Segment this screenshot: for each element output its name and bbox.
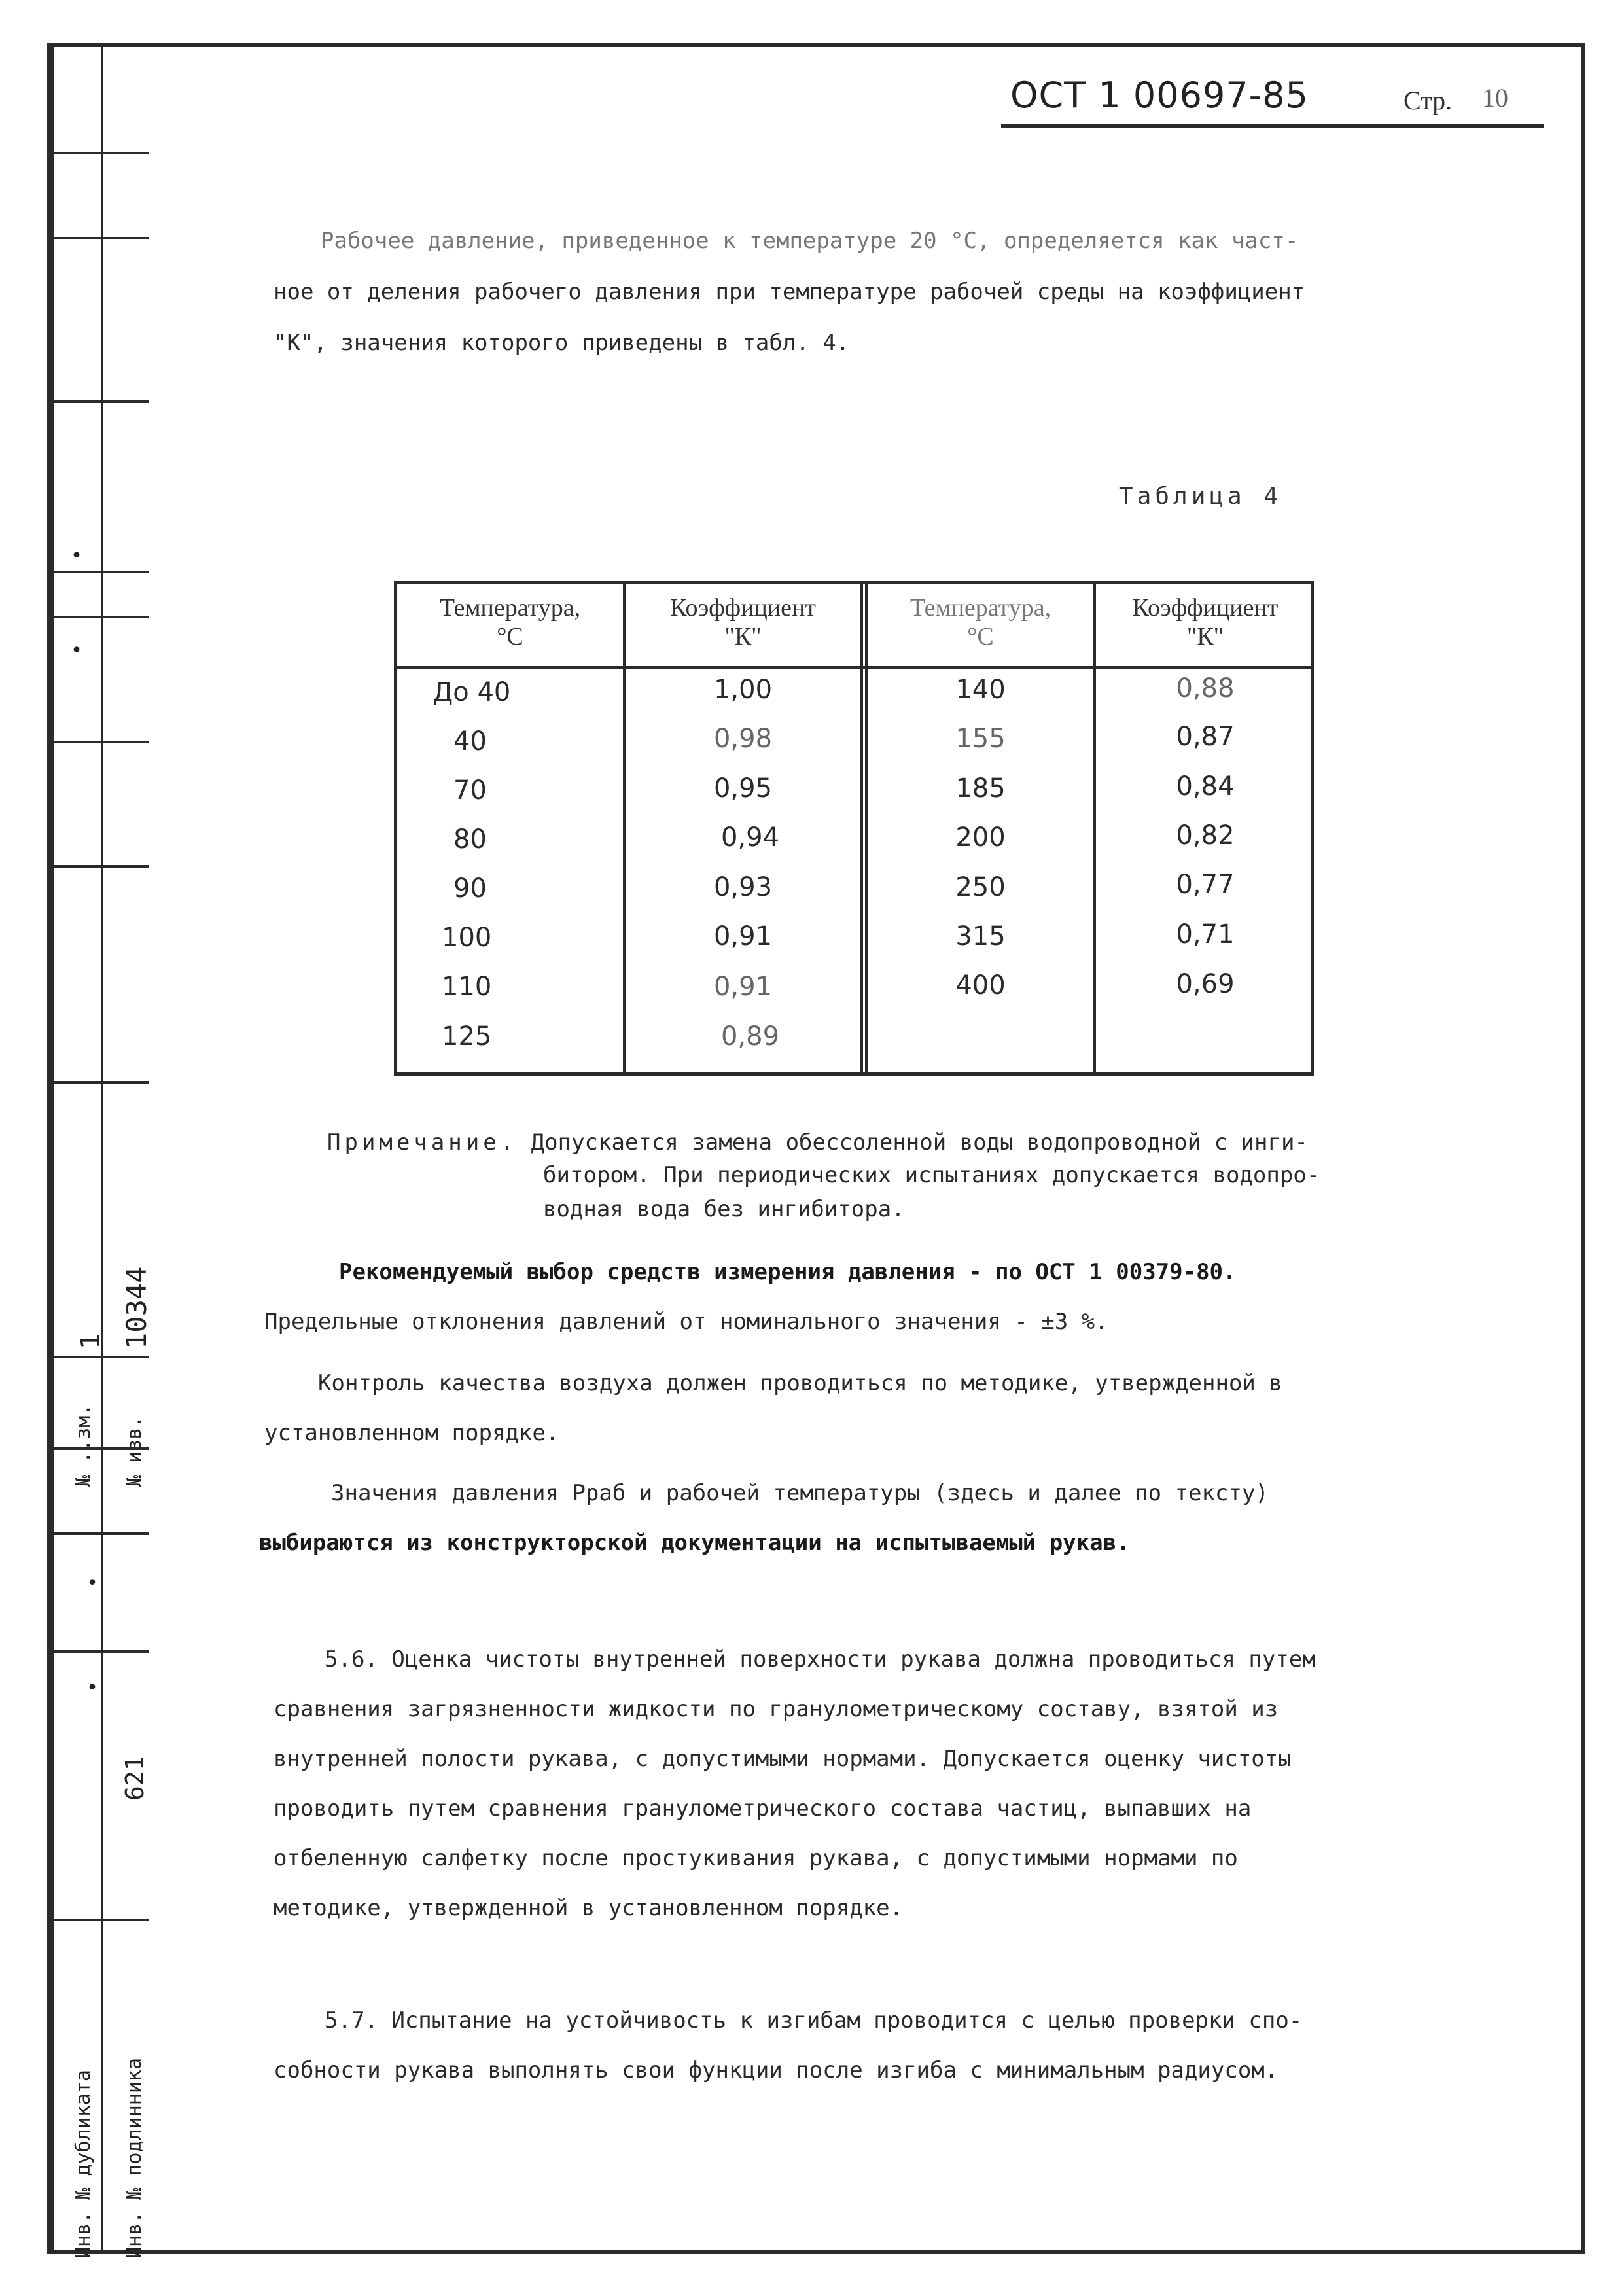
table-cell-temp: 100	[442, 923, 492, 953]
air-quality-line: установленном порядке.	[264, 1420, 559, 1446]
margin-duplicate-label: Инв. № дубликата	[72, 2070, 95, 2259]
left-margin-stamp: • • • • № ..зм. 1 № изв. 10344 621 Инв. № дубликата Инв. № подлинника	[51, 47, 149, 2250]
intro-line: Рабочее давление, приведенное к температуре 20 °С, определяется как част-	[321, 228, 1299, 254]
note-label: Примечание.	[327, 1129, 518, 1156]
table-cell-temp: 80	[453, 824, 487, 855]
section-5-6-line: отбеленную салфетку после простукивания рукава, с допустимыми нормами по	[274, 1845, 1238, 1871]
table-cell-k: 0,91	[713, 972, 773, 1002]
note-line: Допускается замена обессоленной воды водопроводной с инги-	[531, 1129, 1308, 1156]
section-5-7-line: собности рукава выполнять свои функции после изгиба с минимальным радиусом.	[274, 2057, 1279, 2083]
table-cell-temp: 40	[453, 726, 487, 756]
table-header-temperature: Температура, °С	[439, 594, 581, 650]
air-quality-line: Контроль качества воздуха должен проводиться по методике, утвержденной в	[318, 1370, 1282, 1396]
table-cell-temp: 110	[442, 972, 492, 1002]
table-cell-k: 0,93	[713, 872, 773, 902]
note-line: водная вода без ингибитора.	[543, 1196, 905, 1222]
table-cell-k: 0,69	[1176, 969, 1235, 999]
section-5-6-line: сравнения загрязненности жидкости по гранулометрическому составу, взятой из	[274, 1696, 1279, 1722]
intro-line: "К", значения которого приведены в табл. 4.	[274, 330, 850, 356]
table-cell-temp: До 40	[432, 677, 511, 707]
margin-original-number: 621	[120, 1756, 149, 1801]
table-cell-k: 0,82	[1176, 821, 1235, 851]
table-cell-temp: 185	[955, 773, 1006, 804]
margin-change-value: 1	[76, 1333, 106, 1349]
table-cell-temp: 90	[453, 874, 487, 904]
pressure-values-line: Значения давления Pраб и рабочей температуры (здесь и далее по тексту)	[331, 1480, 1269, 1506]
margin-change-label: № ..зм.	[72, 1404, 95, 1487]
table-cell-temp: 155	[955, 724, 1006, 754]
table-cell-k: 0,94	[720, 822, 780, 853]
table-cell-k: 1,00	[713, 675, 773, 705]
section-5-7-line: 5.7. Испытание на устойчивость к изгибам проводится с целью проверки спо-	[325, 2007, 1303, 2034]
table-cell-temp: 250	[955, 872, 1006, 902]
intro-line: ное от деления рабочего давления при температуре рабочей среды на коэффициент	[274, 279, 1305, 305]
coefficient-table	[394, 581, 1314, 1076]
margin-original-label: Инв. № подлинника	[123, 2057, 146, 2259]
pressure-values-line: выбираются из конструкторской документации на испытываемый рукав.	[259, 1530, 1130, 1556]
table-cell-k: 0,89	[720, 1021, 780, 1052]
table-cell-temp: 125	[442, 1021, 492, 1052]
note-line: битором. При периодических испытаниях допускается водопро-	[543, 1162, 1320, 1188]
margin-notice-value: 10344	[120, 1266, 152, 1349]
page-number: 10	[1482, 83, 1508, 113]
recommendation-line: Рекомендуемый выбор средств измерения давления - по ОСТ 1 00379-80.	[339, 1259, 1237, 1285]
table-cell-k: 0,87	[1176, 722, 1235, 752]
table-cell-temp: 200	[955, 822, 1006, 853]
table-cell-k: 0,91	[713, 921, 773, 951]
table-cell-k: 0,77	[1176, 870, 1235, 900]
table-cell-k: 0,95	[713, 773, 773, 804]
section-5-6-line: внутренней полости рукава, с допустимыми нормами. Допускается оценку чистоты	[274, 1746, 1292, 1772]
page-header	[1001, 72, 1544, 131]
recommendation-line: Предельные отклонения давлений от номинального значения - ±3 %.	[264, 1309, 1108, 1335]
table-cell-temp: 400	[955, 970, 1006, 1000]
section-5-6-line: проводить путем сравнения гранулометрического состава частиц, выпавших на	[274, 1795, 1252, 1822]
margin-notice-label: № изв.	[123, 1415, 146, 1487]
table-cell-k: 0,88	[1176, 673, 1235, 703]
section-5-6-line: методике, утвержденной в установленном порядке.	[274, 1895, 904, 1921]
document-code: ОСТ 1 00697-85	[1010, 75, 1309, 116]
table-cell-k: 0,98	[713, 724, 773, 754]
table-cell-k: 0,84	[1176, 771, 1235, 802]
table-header-coefficient: Коэффициент "К"	[670, 594, 816, 650]
page-label: Стр.	[1403, 86, 1453, 115]
table-cell-temp: 315	[955, 921, 1006, 951]
table-cell-temp: 70	[453, 775, 487, 805]
table-title: Таблица 4	[1119, 483, 1282, 510]
table-note	[327, 1125, 1505, 1159]
table-cell-k: 0,71	[1176, 919, 1235, 949]
section-5-6-line: 5.6. Оценка чистоты внутренней поверхности рукава должна проводиться путем	[325, 1646, 1316, 1672]
table-header-temperature: Температура, °С	[909, 594, 1051, 650]
table-header-coefficient: Коэффициент "К"	[1132, 594, 1279, 650]
table-cell-temp: 140	[955, 675, 1006, 705]
